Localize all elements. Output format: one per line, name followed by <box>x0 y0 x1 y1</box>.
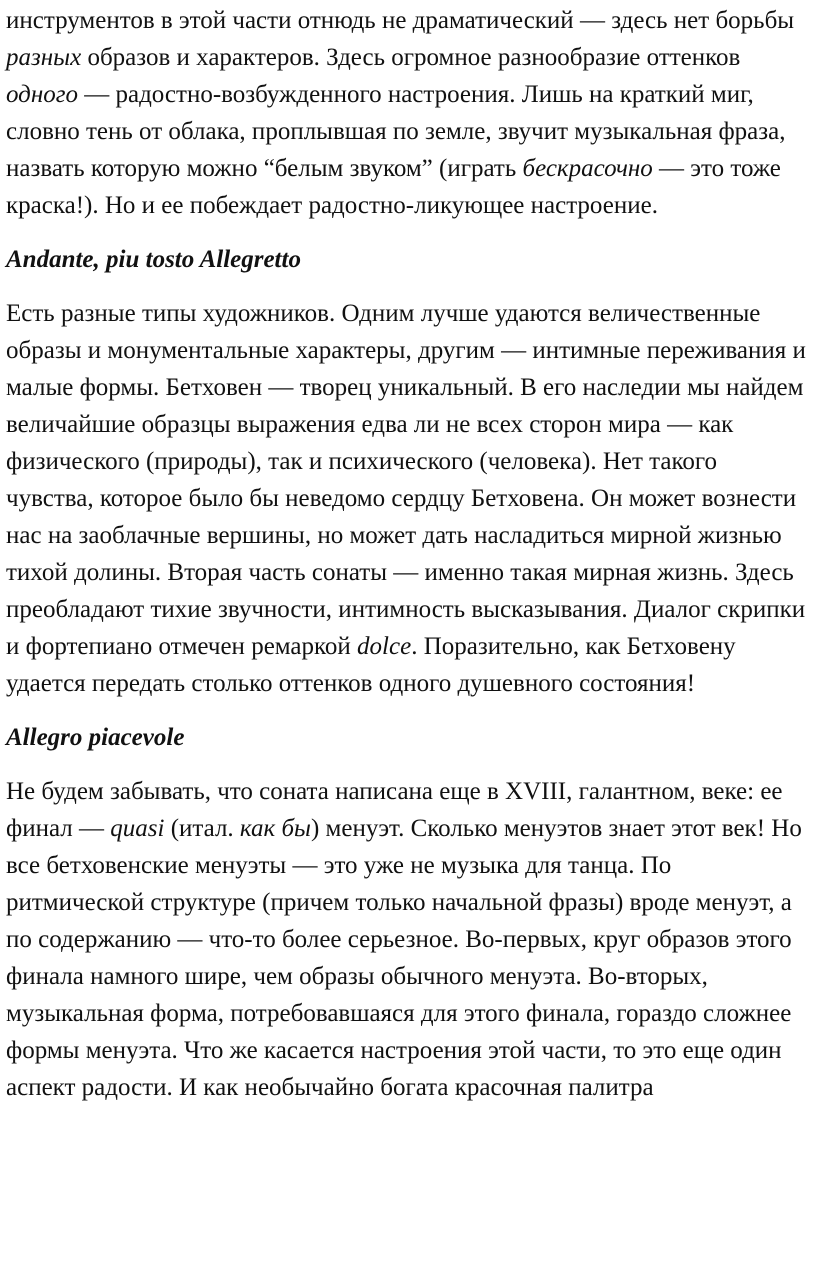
text-run: инструментов в этой части отнюдь не драматический — здесь нет борьбы <box>6 7 795 34</box>
section-heading-allegro: Allegro piacevole <box>6 724 185 751</box>
italic-run: разных <box>6 44 82 71</box>
paragraph-andante <box>6 295 810 702</box>
text-run: ) менуэт. Сколько менуэтов знает этот век! Но все бетховенские менуэты — это уже не музыка для танца. По ритмической структуре (причем только начальной фразы) вроде менуэт, а по содержанию — что-то более серьезное. Во-первых, круг образов этого финала намного шире, чем образы обычного менуэта. Во-вторых, музыкальная форма, потребовавшаяся для этого финала, гораздо сложнее формы менуэта. Что же касается настроения этой части, то это еще один аспект радости. И как необычайно богата красочная палитра <box>6 815 802 1101</box>
italic-run: quasi <box>110 815 165 842</box>
paragraph-first-movement-mood <box>6 2 810 224</box>
text-run: Не будем забывать, что соната написана еще в XVIII, галантном, веке: ее финал — <box>6 778 783 842</box>
text-run: . Поразительно, как Бетховену удается передать столько оттенков одного душевного состояния! <box>6 633 736 697</box>
section-heading-andante: Andante, piu tosto Allegretto <box>6 246 301 273</box>
text-run: Есть разные типы художников. Одним лучше удаются величественные образы и монументальные характеры, другим — интимные переживания и малые формы. Бетховен — творец уникальный. В его наследии мы найдем величайшие образцы выражения едва ли не всех сторон мира — как физического (природы), так и психического (человека). Нет такого чувства, которое было бы неведомо сердцу Бетховена. Он может вознести нас на заоблачные вершины, но может дать насладиться мирной жизнью тихой долины. Вторая часть сонаты — именно такая мирная жизнь. Здесь преобладают тихие звучности, интимность высказывания. Диалог скрипки и фортепиано отмечен ремаркой <box>6 300 806 660</box>
paragraph-allegro <box>6 773 810 1106</box>
italic-run: как бы <box>239 815 311 842</box>
italic-run: одного <box>6 81 78 108</box>
italic-run: бескрасочно <box>522 155 653 182</box>
text-run: — радостно-возбужденного настроения. Лишь на краткий миг, словно тень от облака, проплывшая по земле, звучит музыкальная фраза, назвать которую можно “белым звуком” (играть <box>6 81 786 182</box>
text-run: (итал. <box>164 815 240 842</box>
text-run: — это тоже краска!). Но и ее побеждает радостно-ликующее настроение. <box>6 155 781 219</box>
italic-run: dolce <box>357 633 412 660</box>
text-run: образов и характеров. Здесь огромное разнообразие оттенков <box>81 44 741 71</box>
